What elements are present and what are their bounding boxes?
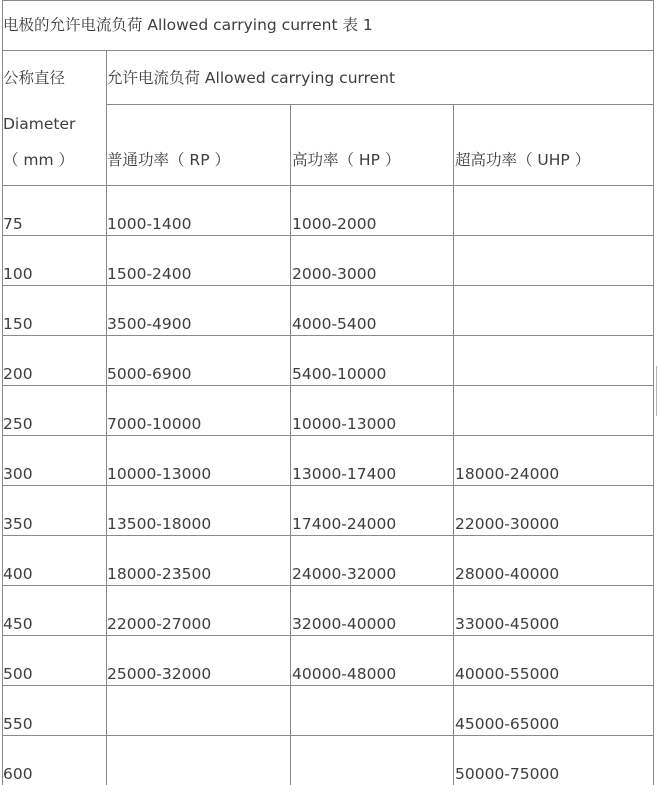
row-divider bbox=[2, 285, 654, 286]
column-divider-rp bbox=[290, 104, 291, 785]
cell-rp: 1000-1400 bbox=[107, 215, 192, 233]
cell-diameter: 600 bbox=[3, 765, 33, 783]
cell-rp: 3500-4900 bbox=[107, 315, 192, 333]
cell-hp: 32000-40000 bbox=[292, 615, 397, 633]
cell-rp: 1500-2400 bbox=[107, 265, 192, 283]
cell-rp: 25000-32000 bbox=[107, 665, 212, 683]
row-divider bbox=[2, 685, 654, 686]
cell-uhp: 28000-40000 bbox=[455, 565, 560, 583]
table-caption: 电极的允许电流负荷 Allowed carrying current 表 1 bbox=[3, 16, 373, 34]
cell-rp: 7000-10000 bbox=[107, 415, 202, 433]
allowed-current-header: 允许电流负荷 Allowed carrying current bbox=[107, 69, 396, 87]
cell-diameter: 500 bbox=[3, 665, 33, 683]
table-border-top bbox=[2, 0, 654, 1]
cell-diameter: 150 bbox=[3, 315, 33, 333]
row-divider bbox=[2, 235, 654, 236]
cell-rp: 18000-23500 bbox=[107, 565, 212, 583]
cell-diameter: 450 bbox=[3, 615, 33, 633]
row-divider bbox=[2, 335, 654, 336]
cell-hp: 40000-48000 bbox=[292, 665, 397, 683]
row-divider bbox=[2, 485, 654, 486]
cell-diameter: 100 bbox=[3, 265, 33, 283]
cell-hp: 2000-3000 bbox=[292, 265, 377, 283]
cell-hp: 13000-17400 bbox=[292, 465, 397, 483]
row-divider bbox=[2, 435, 654, 436]
diameter-header-unit: （ mm ） bbox=[3, 151, 75, 169]
cell-diameter: 300 bbox=[3, 465, 33, 483]
group-header-divider bbox=[106, 104, 654, 105]
cell-diameter: 200 bbox=[3, 365, 33, 383]
cell-uhp: 40000-55000 bbox=[455, 665, 560, 683]
row-divider bbox=[2, 735, 654, 736]
cell-hp: 10000-13000 bbox=[292, 415, 397, 433]
cell-uhp: 18000-24000 bbox=[455, 465, 560, 483]
cell-diameter: 350 bbox=[3, 515, 33, 533]
row-divider bbox=[2, 535, 654, 536]
cell-rp: 10000-13000 bbox=[107, 465, 212, 483]
cell-diameter: 75 bbox=[3, 215, 23, 233]
cell-uhp: 45000-65000 bbox=[455, 715, 560, 733]
hp-header: 高功率（ HP ） bbox=[292, 151, 401, 169]
cell-uhp: 22000-30000 bbox=[455, 515, 560, 533]
row-divider bbox=[2, 385, 654, 386]
cell-diameter: 400 bbox=[3, 565, 33, 583]
diameter-header-cn: 公称直径 bbox=[3, 69, 66, 87]
cell-uhp: 50000-75000 bbox=[455, 765, 560, 783]
row-divider bbox=[2, 585, 654, 586]
header-divider bbox=[2, 185, 654, 186]
cell-hp: 4000-5400 bbox=[292, 315, 377, 333]
uhp-header: 超高功率（ UHP ） bbox=[455, 151, 591, 169]
cell-hp: 17400-24000 bbox=[292, 515, 397, 533]
cell-diameter: 250 bbox=[3, 415, 33, 433]
row-divider bbox=[2, 635, 654, 636]
caption-divider bbox=[2, 50, 654, 51]
cell-rp: 13500-18000 bbox=[107, 515, 212, 533]
cell-hp: 24000-32000 bbox=[292, 565, 397, 583]
table-border-right bbox=[653, 0, 654, 785]
column-divider-hp bbox=[453, 104, 454, 785]
diameter-header-en: Diameter bbox=[3, 115, 76, 133]
cell-hp: 1000-2000 bbox=[292, 215, 377, 233]
cell-rp: 5000-6900 bbox=[107, 365, 192, 383]
rp-header: 普通功率（ RP ） bbox=[107, 151, 230, 169]
cell-rp: 22000-27000 bbox=[107, 615, 212, 633]
cell-hp: 5400-10000 bbox=[292, 365, 387, 383]
cell-uhp: 33000-45000 bbox=[455, 615, 560, 633]
cell-diameter: 550 bbox=[3, 715, 33, 733]
